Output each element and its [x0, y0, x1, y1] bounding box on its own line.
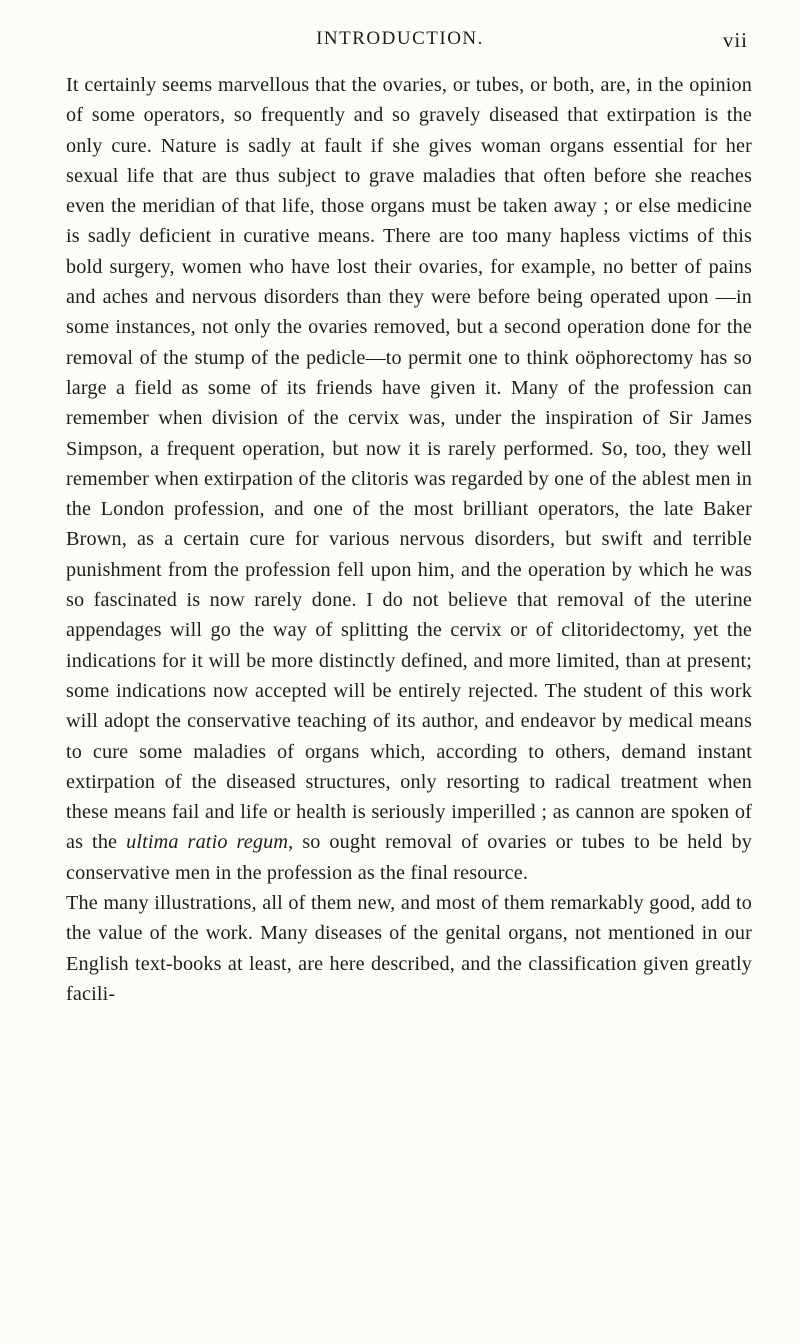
paragraph-1	[66, 70, 752, 888]
page-number: vii	[722, 28, 748, 52]
body-text	[66, 70, 752, 1009]
paragraph-1-text: It certainly seems marvellous that the ovaries, or tubes, or both, are, in the opinion of some operators, so frequently and so gravely diseased that extirpation is the only cure. Nature is sadly at fault if she gives woman organs essential for her sexual life that are thus subject to grave maladies that often before she reaches even the meridian of that life, those organs must be taken away ; or else medicine is sadly deficient in curative means. There are too many hapless victims of this bold surgery, women who have lost their ovaries, for example, no better of pains and aches and nervous disorders than they were before being operated upon —in some instances, not only the ovaries removed, but a second operation done for the removal of the stump of the pedicle—to permit one to think oöphorectomy has so large a field as some of its friends have given it. Many of the profession can remember when division of the cervix was, under the inspiration of Sir James Simpson, a frequent operation, but now it is rarely performed. So, too, they well remember when extirpation of the clitoris was regarded by one of the ablest men in the London profession, and one of the most brilliant operators, the late Baker Brown, as a certain cure for various nervous disorders, but swift and terrible punishment from the profession fell upon him, and the operation by which he was so fascinated is now rarely done. I do not believe that removal of the uterine appendages will go the way of splitting the cervix or of clitoridectomy, yet the indications for it will be more distinctly defined, and more limited, than at present; some indications now accepted will be entirely rejected. The student of this work will adopt the conservative teaching of its author, and endeavor by medical means to cure some maladies of organs which, according to others, demand instant extirpation of the diseased structures, only resorting to radical treatment when these means fail and life or health is seriously imperilled ; as cannon are spoken of as the	[66, 74, 752, 854]
running-head	[0, 28, 800, 58]
latin-phrase: ultima ratio regum,	[126, 831, 294, 854]
paragraph-1-text-end: so ought removal of ovaries or tubes to be held by conservative men in the profession as the final resource.	[66, 831, 752, 884]
paragraph-2	[66, 888, 752, 1009]
paragraph-2-text: The many illustrations, all of them new, and most of them remarkably good, add to the value of the work. Many diseases of the genital organs, not mentioned in our English text-books at least, are here described, and the classification given greatly facili-	[66, 892, 752, 1005]
running-head-title: INTRODUCTION.	[316, 28, 484, 49]
